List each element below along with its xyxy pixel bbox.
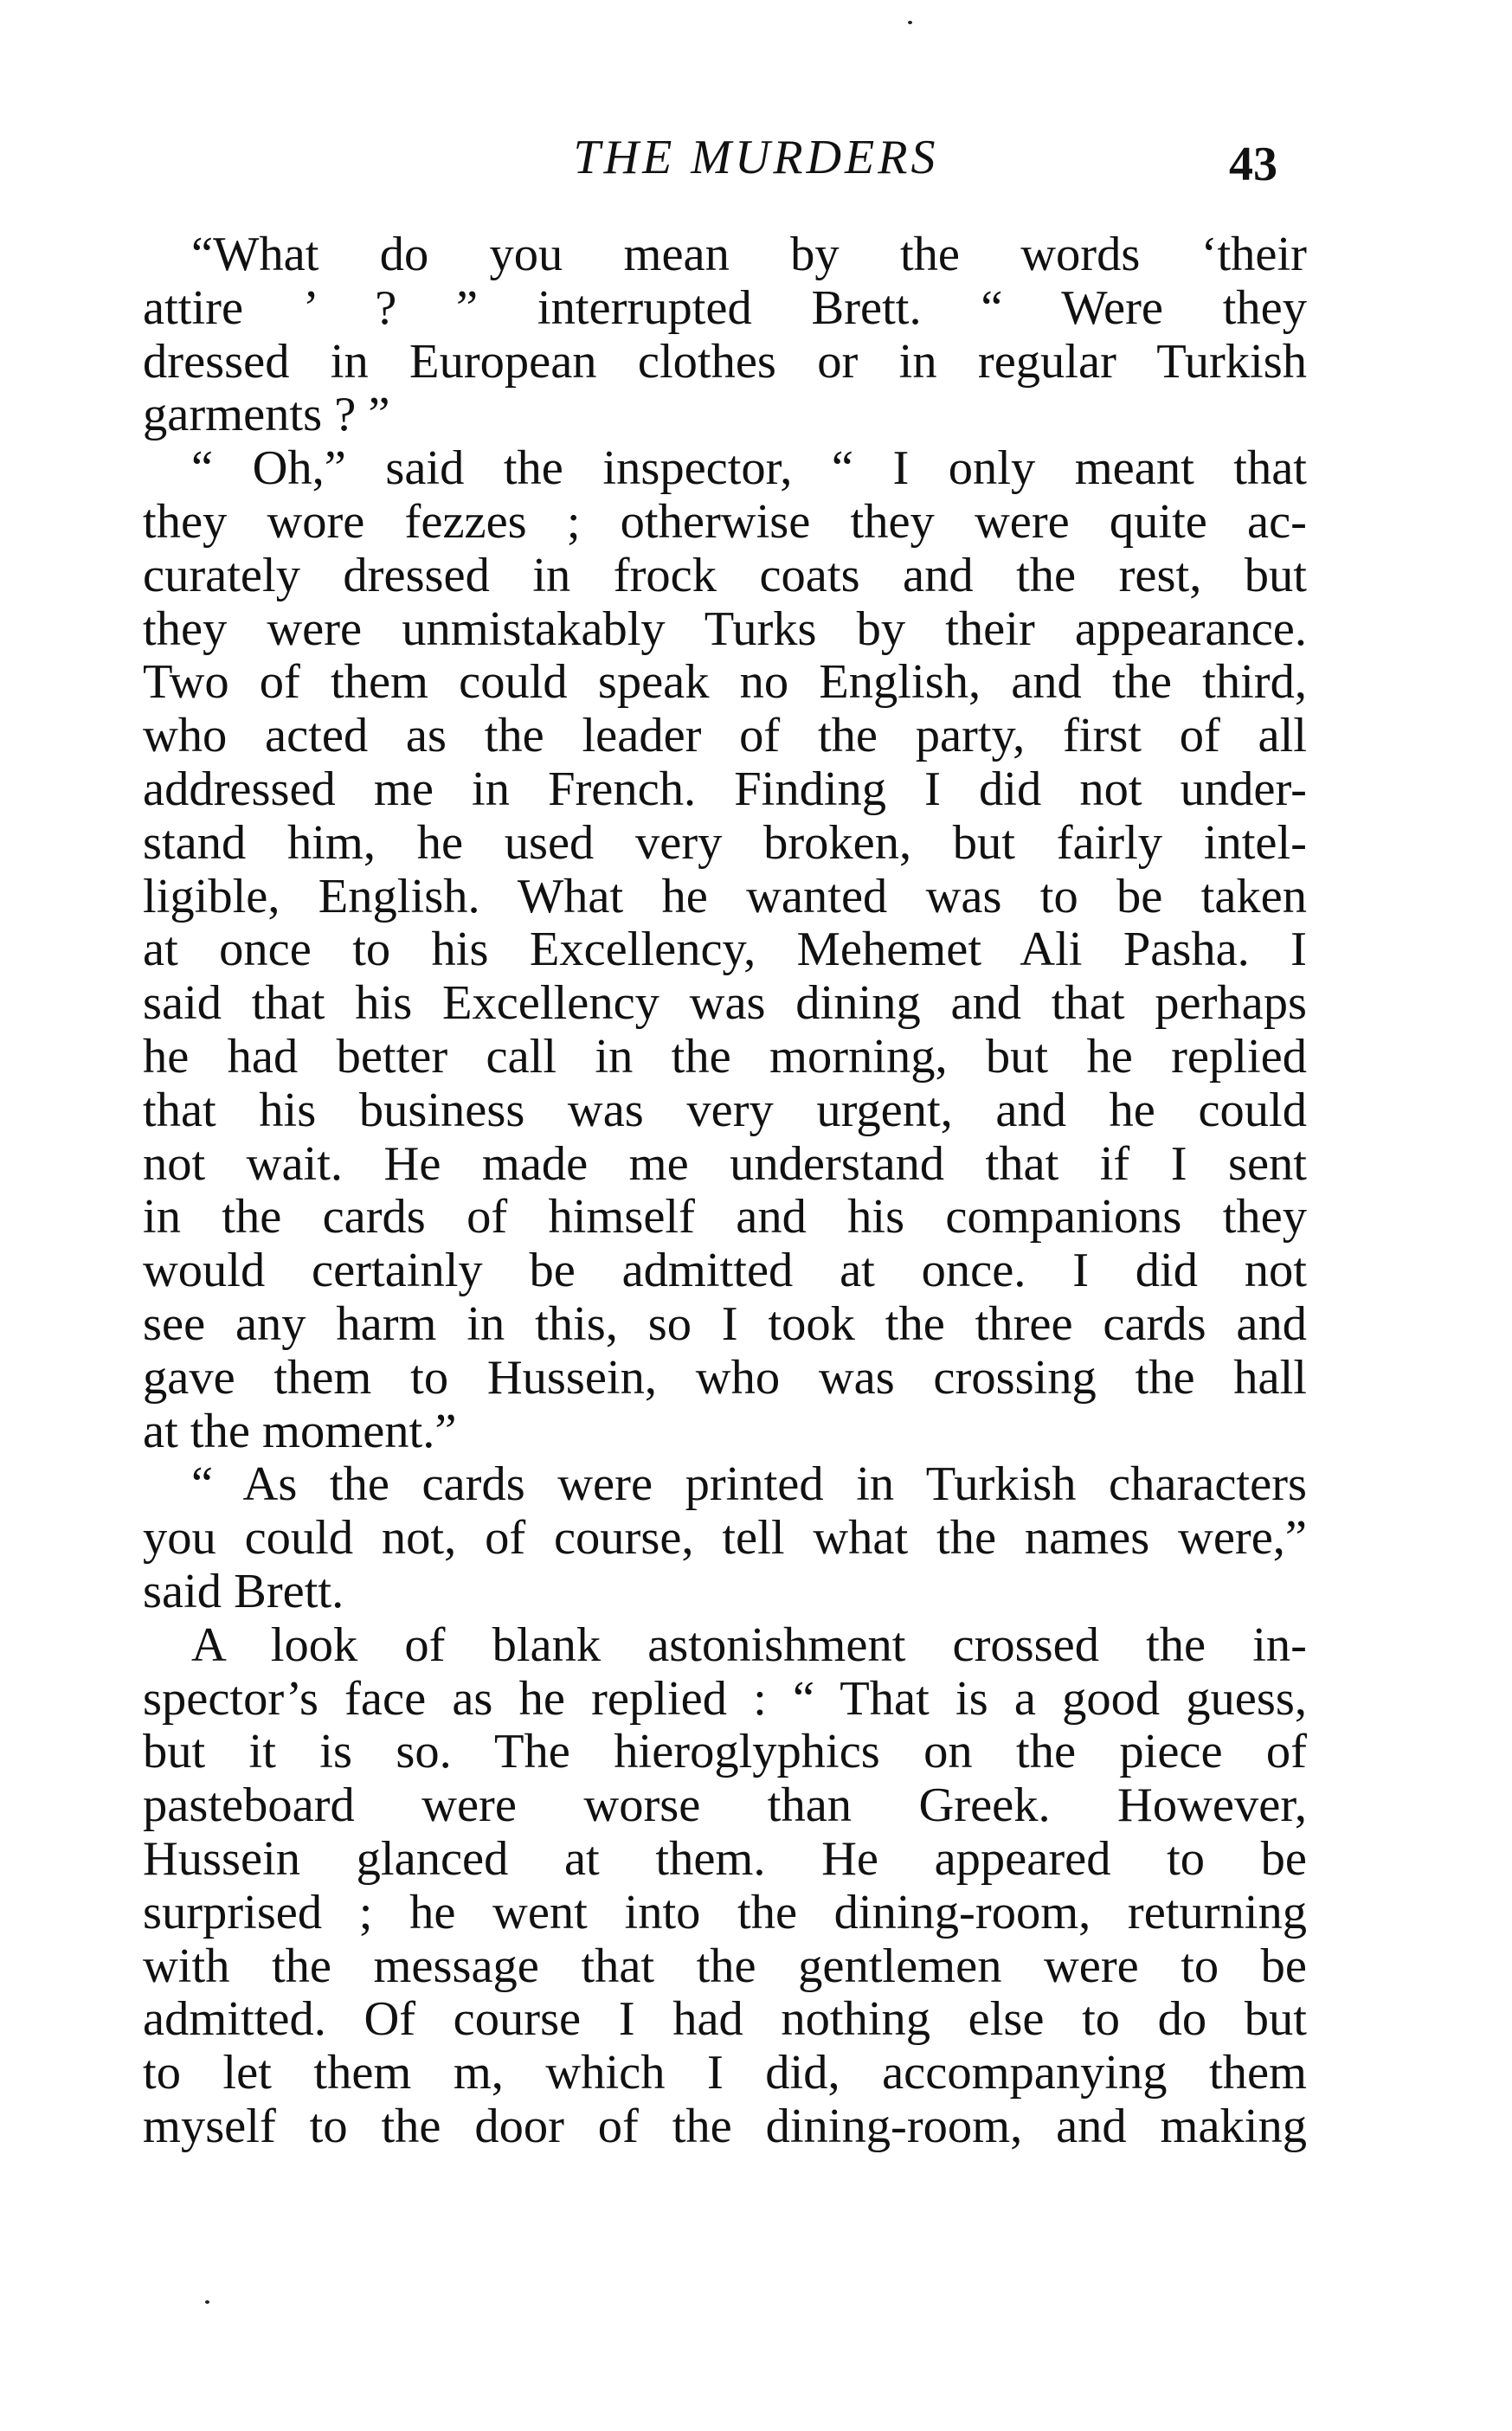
text-line: with the message that the gentlemen were to be xyxy=(143,1939,1307,1993)
running-head xyxy=(0,123,1512,192)
text-line: he had better call in the morning, but he replied xyxy=(143,1030,1307,1084)
text-line: said Brett. xyxy=(143,1565,344,1618)
text-line: not wait. He made me understand that if I sent xyxy=(143,1137,1307,1191)
text-line: they were unmistakably Turks by their appearance. xyxy=(143,602,1307,656)
text-line: attire ’ ? ” interrupted Brett. “ Were they xyxy=(143,281,1307,335)
text-line: garments ? ” xyxy=(143,389,390,442)
text-line: “ As the cards were printed in Turkish characters xyxy=(191,1458,1307,1512)
text-line: see any harm in this, so I took the three cards and xyxy=(143,1297,1307,1351)
text-line: at the moment.” xyxy=(143,1405,457,1458)
text-line: said that his Excellency was dining and that perhaps xyxy=(143,977,1307,1031)
body-text xyxy=(143,228,1307,2154)
text-line: myself to the door of the dining-room, and making xyxy=(143,2100,1307,2153)
text-line: you could not, of course, tell what the names were,” xyxy=(143,1512,1307,1566)
text-line: pasteboard were worse than Greek. However, xyxy=(143,1779,1307,1833)
print-speck xyxy=(908,21,912,24)
paragraph xyxy=(143,1619,1307,2154)
text-line: “What do you mean by the words ‘their xyxy=(191,228,1307,281)
text-line: addressed me in French. Finding I did not under- xyxy=(143,762,1307,816)
text-line: surprised ; he went into the dining-room, returning xyxy=(143,1886,1307,1939)
text-line: they wore fezzes ; otherwise they were quite ac- xyxy=(143,495,1307,549)
text-line: but it is so. The hieroglyphics on the piece of xyxy=(143,1726,1307,1779)
text-line: to let them m, which I did, accompanying them xyxy=(143,2047,1307,2100)
text-line: A look of blank astonishment crossed the in- xyxy=(191,1618,1307,1672)
text-line: stand him, he used very broken, but fairly intel- xyxy=(143,816,1307,870)
print-speck xyxy=(205,2300,209,2304)
text-line: admitted. Of course I had nothing else to do but xyxy=(143,1993,1307,2047)
text-line: ligible, English. What he wanted was to be taken xyxy=(143,870,1307,923)
text-line: that his business was very urgent, and he could xyxy=(143,1084,1307,1137)
text-line: “ Oh,” said the inspector, “ I only meant that xyxy=(191,442,1307,496)
text-line: dressed in European clothes or in regular Turkish xyxy=(143,335,1307,389)
text-line: at once to his Excellency, Mehemet Ali Pasha. I xyxy=(143,923,1307,977)
running-title: THE MURDERS xyxy=(573,131,939,184)
paragraph xyxy=(143,442,1307,1458)
text-line: curately dressed in frock coats and the rest, but xyxy=(143,549,1307,602)
text-line: who acted as the leader of the party, first of all xyxy=(143,710,1307,763)
text-line: would certainly be admitted at once. I did not xyxy=(143,1244,1307,1298)
text-line: Hussein glanced at them. He appeared to be xyxy=(143,1832,1307,1886)
text-line: gave them to Hussein, who was crossing the hall xyxy=(143,1351,1307,1405)
text-line: spector’s face as he replied : “ That is a good guess, xyxy=(143,1672,1307,1726)
text-line: Two of them could speak no English, and the third, xyxy=(143,656,1307,710)
text-line: in the cards of himself and his companions they xyxy=(143,1191,1307,1244)
paragraph xyxy=(143,228,1307,442)
paragraph xyxy=(143,1458,1307,1618)
page-number: 43 xyxy=(1229,138,1277,191)
